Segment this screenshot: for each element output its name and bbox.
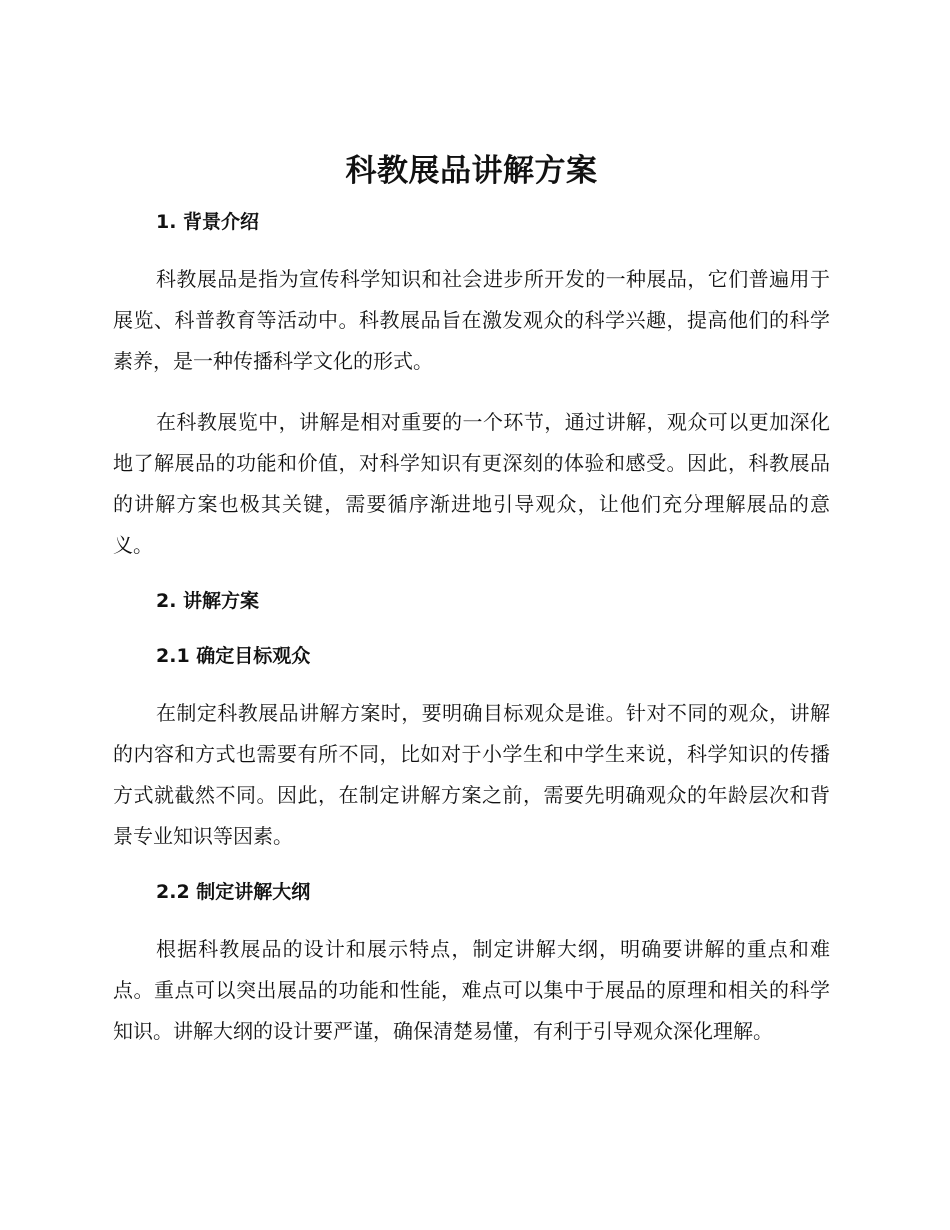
section-heading-background: 1. 背景介绍 [156, 211, 260, 233]
document-title: 科教展品讲解方案 [345, 153, 598, 189]
spacer [113, 236, 830, 259]
spacer [113, 670, 830, 693]
spacer [113, 615, 830, 642]
paragraph-background-1: 科教展品是指为宣传科学知识和社会进步所开发的一种展品，它们普遍用于展览、科普教育等活动中。科教展品旨在激发观众的科学兴趣，提高他们的科学素养，是一种传播科学文化的形式。 [113, 267, 830, 373]
paragraph-background-2: 在科教展览中，讲解是相对重要的一个环节，通过讲解，观众可以更加深化地了解展品的功能和价值，对科学知识有更深刻的体验和感受。因此，科教展品的讲解方案也极其关键，需要循序渐进地引导观众，让他们充分理解展品的意义。 [113, 410, 830, 557]
spacer [113, 382, 830, 402]
subsection-heading-audience: 2.1 确定目标观众 [156, 645, 311, 667]
subsection-heading-outline: 2.2 制定讲解大纲 [156, 881, 311, 903]
paragraph-audience: 在制定科教展品讲解方案时，要明确目标观众是谁。针对不同的观众，讲解的内容和方式也需要有所不同，比如对于小学生和中学生来说，科学知识的传播方式就截然不同。因此，在制定讲解方案之前，需要先明确观众的年龄层次和背景专业知识等因素。 [113, 701, 830, 848]
spacer [113, 906, 830, 929]
spacer [113, 857, 830, 878]
spacer [113, 566, 830, 587]
section-heading-plan: 2. 讲解方案 [156, 590, 260, 612]
paragraph-outline: 根据科教展品的设计和展示特点，制定讲解大纲，明确要讲解的重点和难点。重点可以突出展品的功能和性能，难点可以集中于展品的原理和相关的科学知识。讲解大纲的设计要严谨，确保清楚易懂，有利于引导观众深化理解。 [113, 937, 830, 1043]
